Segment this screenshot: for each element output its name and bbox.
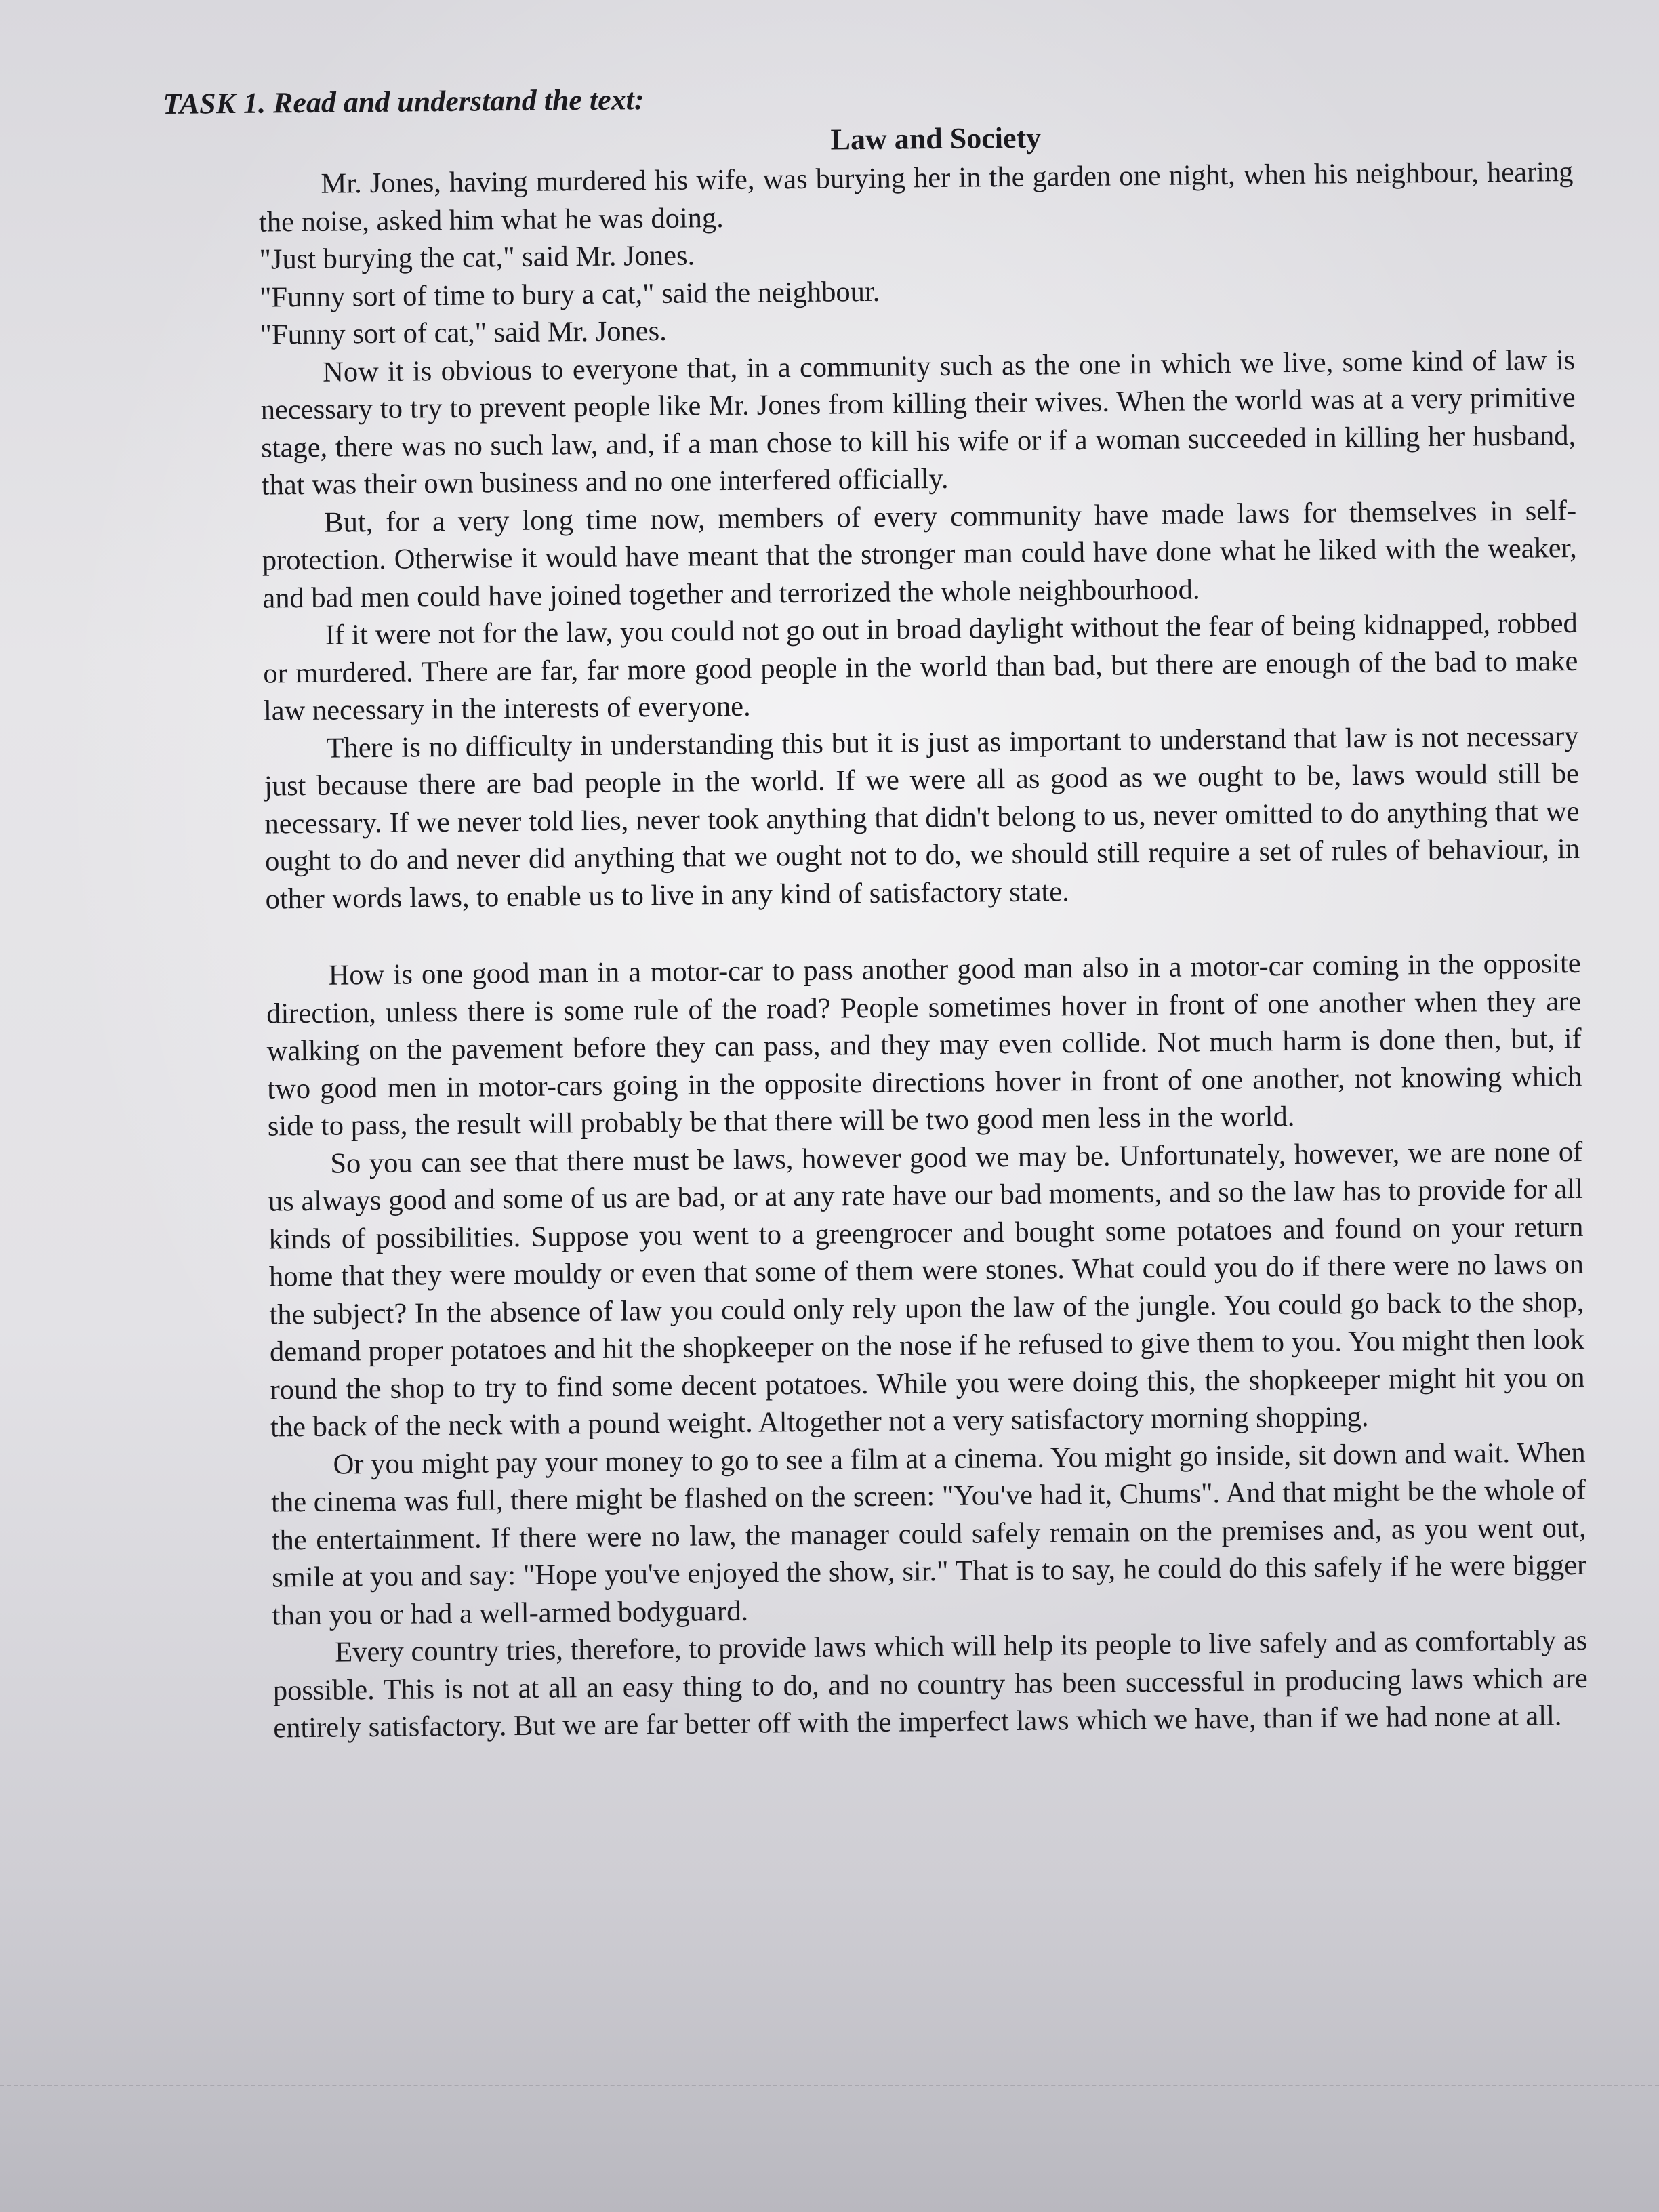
fold-line — [0, 2085, 1659, 2086]
paragraph-community-law: Now it is obvious to everyone that, in a community such as the one in which we live, some kind of law is necessary to try to prevent people like Mr. Jones from killing their wives. When the world was at a very primitive stage, there was no such law, and, if a man chose to kill his wife or if a woman succeeded in killing her husband, that was their own business and no one interfered officially. — [260, 344, 1576, 501]
paragraph-greengrocer: So you can see that there must be laws, however good we may be. Unfortunately, however, we are none of us always good and some of us are bad, or at any rate have our bad moments, and so the law has to provide for all kinds of possibilities. Suppose you went to a greengrocer and bought some potatoes and found on your return home that they were mouldy or even that some of them were stones. What could you do if there were no laws on the subject? In the absence of law you could only rely upon the law of the jungle. You could go back to the shop, demand proper potatoes and hit the shopkeeper on the nose if he refused to give them to you. You might then look round the shop to try to find some decent potatoes. While you were doing this, the shopkeeper might hit you on the back of the neck with a pound weight. Altogether not a very satisfactory morning shopping. — [268, 1135, 1585, 1443]
paragraph-self-protection: But, for a very long time now, members of every community have made laws for themselves in self-protection. Otherwise it would have meant that the stronger man could have done what he liked with the weaker, and bad men could have joined together and terrorized the whole neighbourhood. — [262, 494, 1577, 615]
text-title: Law and Society — [830, 121, 1042, 157]
text-body — [163, 153, 1588, 1748]
paragraph-cinema: Or you might pay your money to go to see a film at a cinema. You might go inside, sit down and wait. When the cinema was full, there might be flashed on the screen: "You've had it, Chums". And that might be the whole of the entertainment. If there were no law, the manager could safely remain on the premises and, as you went out, smile at you and say: "Hope you've enjoyed the show, sir." That is to say, he could do this safely if he were bigger than you or had a well-armed bodyguard. — [270, 1436, 1587, 1632]
paragraph-broad-daylight: If it were not for the law, you could not go out in broad daylight without the fear of being kidnapped, robbed or murdered. There are far, far more good people in the world than bad, but there are enough of the bad to make law necessary in the interests of everyone. — [263, 607, 1578, 727]
paragraph-rule-of-road: How is one good man in a motor-car to pass another good man also in a motor-car coming in the opposite direction, unless there is some rule of the road? People sometimes hover in front of one another when they are walking on the pavement before they can pass, and they may even collide. Not much harm is done then, but, if two good men in motor-cars going in the opposite directions hover in front of one another, not knowing which side to pass, the result will probably be that there will be two good men less in the world. — [266, 947, 1582, 1143]
paragraph-conclusion: Every country tries, therefore, to provide laws which will help its people to live safely and as comfortably as possible. This is not at all an easy thing to do, and no country has been successful in producing laws which are entirely satisfactory. But we are far better off with the imperfect laws which we have, than if we had none at all. — [272, 1624, 1588, 1744]
dialogue-line-2: "Funny sort of time to bury a cat," said the neighbour. — [259, 275, 880, 314]
paragraph-rules-of-behaviour: There is no difficulty in understanding this but it is just as important to understand that law is not necessary just because there are bad people in the world. If we were all as good as we ought to be, laws would still be necessary. If we never told lies, never took anything that didn't belong to us, never omitted to do anything that we ought to do and never did anything that we ought not to do, we should still require a set of rules of behaviour, in other words laws, to enable us to live in any kind of satisfactory state. — [264, 720, 1580, 916]
dialogue-line-3: "Funny sort of cat," said Mr. Jones. — [260, 314, 667, 351]
dialogue-line-1: "Just burying the cat," said Mr. Jones. — [259, 239, 695, 276]
paragraph-opening: Mr. Jones, having murdered his wife, was burying her in the garden one night, when his neighbour, hearing the noise, asked him what he was doing. — [258, 156, 1574, 239]
task-heading: TASK 1. Read and understand the text: — [163, 83, 644, 121]
document-content — [163, 69, 1588, 1748]
